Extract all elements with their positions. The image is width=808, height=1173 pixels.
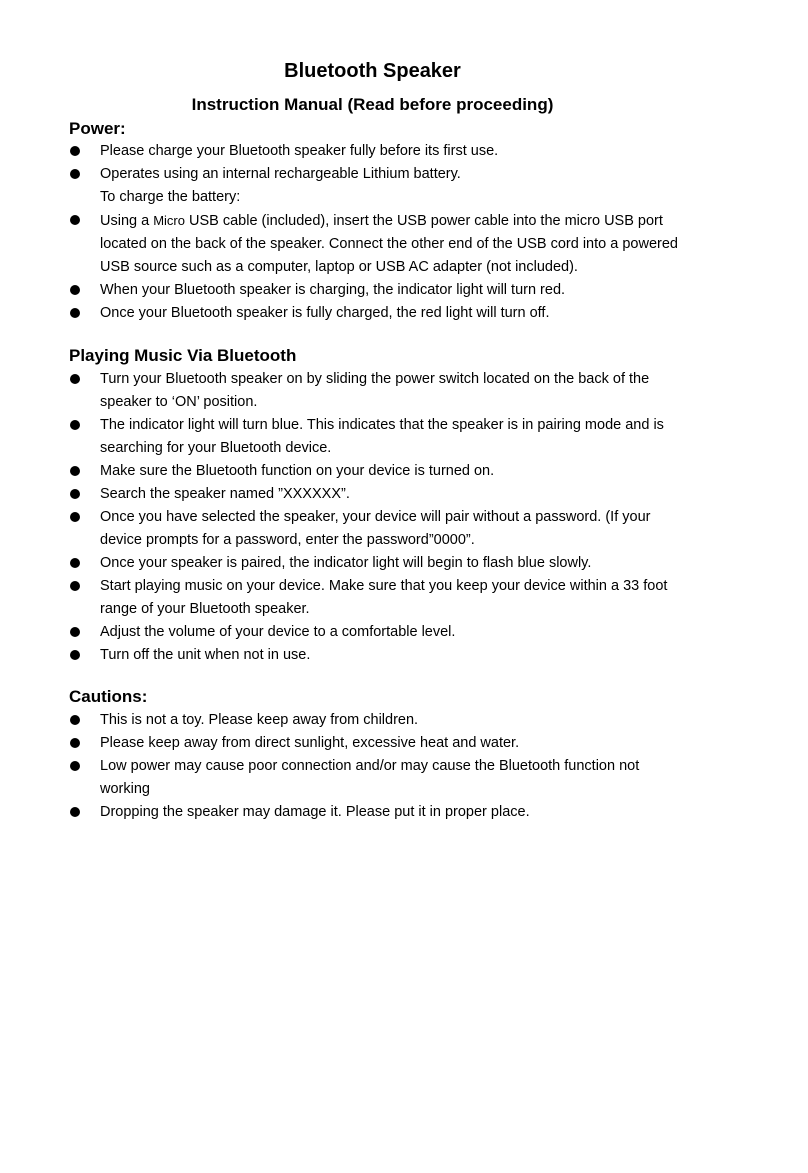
bullet-icon [70, 489, 80, 499]
cautions-heading: Cautions: [69, 687, 148, 706]
bullet-icon [70, 466, 80, 476]
list-item [69, 302, 689, 325]
list-item [69, 621, 689, 644]
bullet-icon [70, 420, 80, 430]
list-item-text: Start playing music on your device. Make sure that you keep your device within a 33 foot range of your Bluetooth speaker. [100, 578, 668, 617]
list-item [69, 209, 689, 279]
bullet-icon [70, 715, 80, 725]
list-item-text: The indicator light will turn blue. This indicates that the speaker is in pairing mode and is searching for your Bluetooth device. [100, 417, 664, 456]
list-item-text: Once your speaker is paired, the indicator light will begin to flash blue slowly. [100, 555, 592, 571]
list-item [69, 163, 689, 186]
list-item-text: Dropping the speaker may damage it. Please put it in proper place. [100, 804, 530, 820]
bullet-icon [70, 807, 80, 817]
usb-item-micro: Micro [153, 213, 185, 228]
usb-item-prefix: Using a [100, 213, 154, 229]
list-item-text: Please keep away from direct sunlight, excessive heat and water. [100, 735, 520, 751]
usb-item-rest: USB cable (included), insert the USB power cable into the micro USB port located on the back of the speaker. Connect the other end of the USB cord into a powered USB source such as a computer, laptop or USB AC adapter (not included). [100, 213, 678, 275]
list-item-text: Turn off the unit when not in use. [100, 647, 311, 663]
list-item [69, 575, 689, 621]
playing-list [69, 368, 689, 667]
bullet-icon [70, 558, 80, 568]
list-item-text [100, 213, 678, 275]
bullet-icon [70, 169, 80, 179]
list-item-text: Search the speaker named ”XXXXXX”. [100, 486, 350, 502]
list-item [69, 801, 689, 824]
list-item-text: Make sure the Bluetooth function on your device is turned on. [100, 463, 495, 479]
bullet-icon [70, 627, 80, 637]
bullet-icon [70, 374, 80, 384]
list-item-text: Operates using an internal rechargeable Lithium battery. [100, 166, 461, 182]
list-item [69, 755, 689, 801]
bullet-icon [70, 215, 80, 225]
list-item [69, 368, 689, 414]
list-item-text: Turn your Bluetooth speaker on by sliding the power switch located on the back of the speaker to ‘ON’ position. [100, 371, 650, 410]
list-item-text: Low power may cause poor connection and/or may cause the Bluetooth function not working [100, 758, 640, 797]
list-item [69, 506, 689, 552]
charge-note: To charge the battery: [100, 189, 241, 205]
list-item-text: Adjust the volume of your device to a comfortable level. [100, 624, 456, 640]
document-title: Bluetooth Speaker [284, 60, 461, 82]
list-item [69, 483, 689, 506]
power-list [69, 140, 689, 325]
list-item-text: This is not a toy. Please keep away from children. [100, 712, 419, 728]
bullet-icon [70, 146, 80, 156]
list-item-text: Once your Bluetooth speaker is fully charged, the red light will turn off. [100, 305, 550, 321]
bullet-icon [70, 581, 80, 591]
list-item [69, 414, 689, 460]
bullet-icon [70, 650, 80, 660]
bullet-icon [70, 308, 80, 318]
bullet-icon [70, 512, 80, 522]
list-item-text: Once you have selected the speaker, your device will pair without a password. (If your device prompts for a password, enter the password”0000”. [100, 509, 651, 548]
power-heading: Power: [69, 119, 126, 138]
list-item [69, 732, 689, 755]
list-item [69, 644, 689, 667]
list-item [69, 552, 689, 575]
list-item [69, 709, 689, 732]
bullet-icon [70, 738, 80, 748]
list-item [69, 279, 689, 302]
list-item [69, 140, 689, 163]
list-item-text: Please charge your Bluetooth speaker fully before its first use. [100, 143, 499, 159]
cautions-list [69, 709, 689, 824]
bullet-icon [70, 285, 80, 295]
list-item-text: When your Bluetooth speaker is charging, the indicator light will turn red. [100, 282, 566, 298]
list-item [69, 460, 689, 483]
bullet-icon [70, 761, 80, 771]
playing-heading: Playing Music Via Bluetooth [69, 346, 297, 365]
document-subtitle: Instruction Manual (Read before proceeding) [191, 95, 554, 114]
